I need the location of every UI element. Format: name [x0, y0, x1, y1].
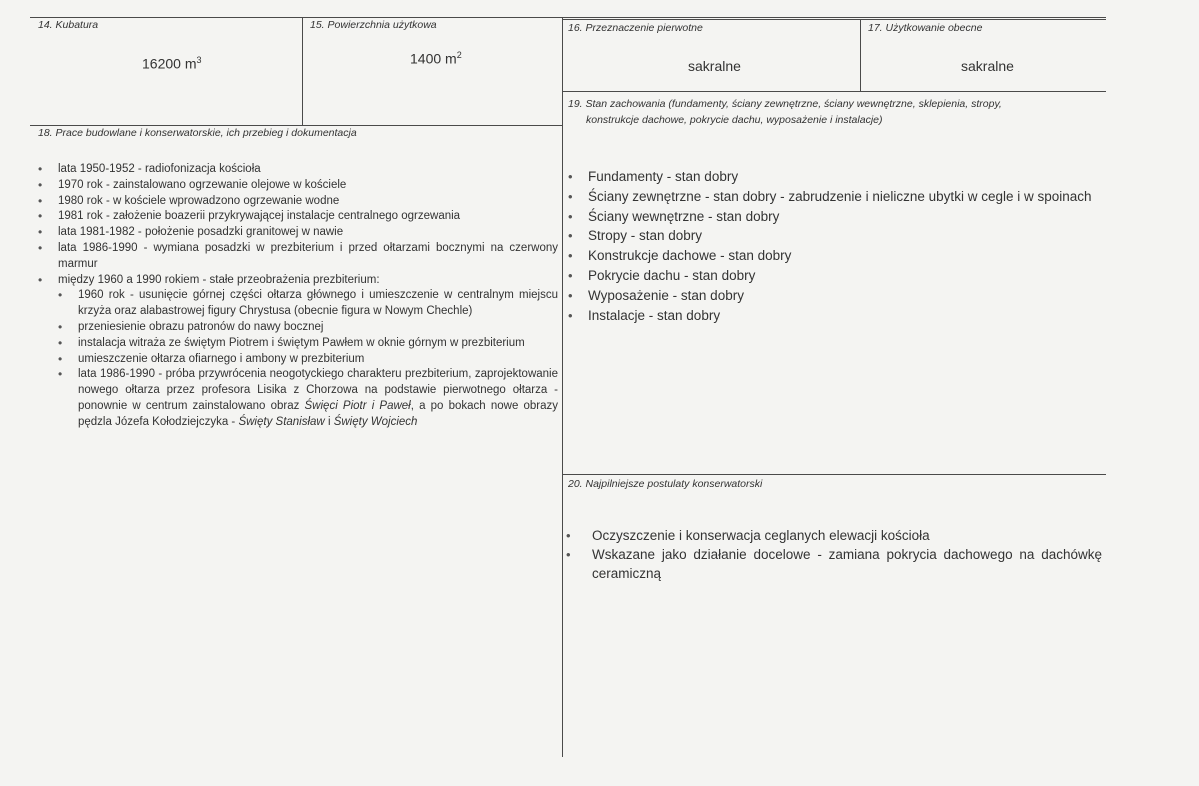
- top-border-right-seg: [562, 19, 1106, 20]
- row-divider-14-15: [30, 125, 562, 126]
- list-item: • Pokrycie dachu - stan dobry: [568, 266, 1098, 286]
- prace-budowlane-list: [38, 162, 558, 431]
- uzytkowanie-value: sakralne: [961, 58, 1014, 74]
- kubatura-label: 14. Kubatura: [38, 19, 99, 31]
- postulaty-label: 20. Najpilniejsze postulaty konserwatorski: [568, 478, 763, 490]
- list-item: • Wyposażenie - stan dobry: [568, 286, 1098, 306]
- divider-16-17: [860, 19, 861, 91]
- list-item: • Ściany zewnętrzne - stan dobry - zabrudzenie i nieliczne ubytki w cegle i w spoinach: [568, 187, 1098, 207]
- list-item: • 1970 rok - zainstalowano ogrzewanie olejowe w kościele: [38, 178, 558, 194]
- painting-title: Święty Stanisław: [238, 415, 325, 428]
- stan-zachowania-label-line2: konstrukcje dachowe, pokrycie dachu, wyposażenie i instalacje): [586, 114, 883, 126]
- przeznaczenie-value: sakralne: [688, 58, 741, 74]
- sub-item-text: i: [324, 415, 334, 428]
- list-item: • 1981 rok - założenie boazerii przykrywającej instalacje centralnego ogrzewania: [38, 209, 558, 225]
- sub-list-item: • umieszczenie ołtarza ofiarnego i ambony w prezbiterium: [58, 352, 558, 368]
- row-divider-16-17: [562, 91, 1106, 92]
- row-divider-19-20: [562, 474, 1106, 475]
- powierzchnia-label: 15. Powierzchnia użytkowa: [310, 19, 437, 31]
- sub-list-item-last: [58, 367, 558, 430]
- list-item: • lata 1986-1990 - wymiana posadzki w prezbiterium i przed ołtarzami bocznymi na czerwony marmur: [38, 241, 558, 273]
- list-item: • 1980 rok - w kościele wprowadzono ogrzewanie wodne: [38, 194, 558, 210]
- prace-budowlane-label: 18. Prace budowlane i konserwatorskie, ich przebieg i dokumentacja: [38, 127, 357, 139]
- sub-list-item: • 1960 rok - usunięcie górnej części ołtarza głównego i umieszczenie w centralnym miejscu krzyża oraz alabastrowej figury Chrystusa (obecnie figura w Nowym Chechle): [58, 288, 558, 320]
- list-item-przeobrazenia: [38, 273, 558, 431]
- przeobrazenia-text: między 1960 a 1990 rokiem - stałe przeobrażenia prezbiterium:: [58, 273, 380, 286]
- list-item: • Oczyszczenie i konserwacja ceglanych elewacji kościoła: [566, 526, 1102, 545]
- sub-list-item: • przeniesienie obrazu patronów do nawy bocznej: [58, 320, 558, 336]
- uzytkowanie-label: 17. Użytkowanie obecne: [868, 22, 983, 34]
- przeznaczenie-label: 16. Przeznaczenie pierwotne: [568, 22, 703, 34]
- list-item: • Instalacje - stan dobry: [568, 306, 1098, 326]
- list-item: • Konstrukcje dachowe - stan dobry: [568, 246, 1098, 266]
- main-vertical-divider: [562, 17, 563, 757]
- postulaty-list: [566, 526, 1102, 583]
- przeobrazenia-sublist: [58, 288, 558, 430]
- list-item: • lata 1950-1952 - radiofonizacja kościoła: [38, 162, 558, 178]
- top-border: [30, 17, 1106, 18]
- sub-item-text: , a po bokach nowe obrazy pędzla Józefa Kołodziejczyka -: [78, 399, 559, 428]
- sub-list-item: • instalacja witraża ze świętym Piotrem i świętym Pawłem w oknie górnym w prezbiterium: [58, 336, 558, 352]
- list-item: • lata 1981-1982 - położenie posadzki granitowej w nawie: [38, 225, 558, 241]
- stan-zachowania-label-line1: 19. Stan zachowania (fundamenty, ściany zewnętrzne, ściany wewnętrzne, sklepienia, stropy,: [568, 98, 1002, 110]
- divider-14-15: [302, 17, 303, 125]
- list-item: • Stropy - stan dobry: [568, 226, 1098, 246]
- powierzchnia-value: 1400 $m^2$: [410, 50, 462, 67]
- list-item: • Ściany wewnętrzne - stan dobry: [568, 207, 1098, 227]
- painting-title: Święci Piotr i Paweł: [304, 399, 411, 412]
- sub-item-text: lata 1986-1990 - próba przywrócenia neogotyckiego charakteru prezbiterium, zaprojektowanie nowego ołtarza przez profesora Lisika z Chorzowa na podstawie pierwotnego ołtarza - ponownie w centrum zainstalowano obraz: [78, 368, 558, 412]
- kubatura-value: 16200 $m^3$: [142, 55, 202, 72]
- painting-title: Święty Wojciech: [333, 415, 418, 428]
- list-item: • Fundamenty - stan dobry: [568, 167, 1098, 187]
- stan-zachowania-list: [568, 167, 1098, 325]
- list-item: • Wskazane jako działanie docelowe - zamiana pokrycia dachowego na dachówkę ceramiczną: [566, 545, 1102, 583]
